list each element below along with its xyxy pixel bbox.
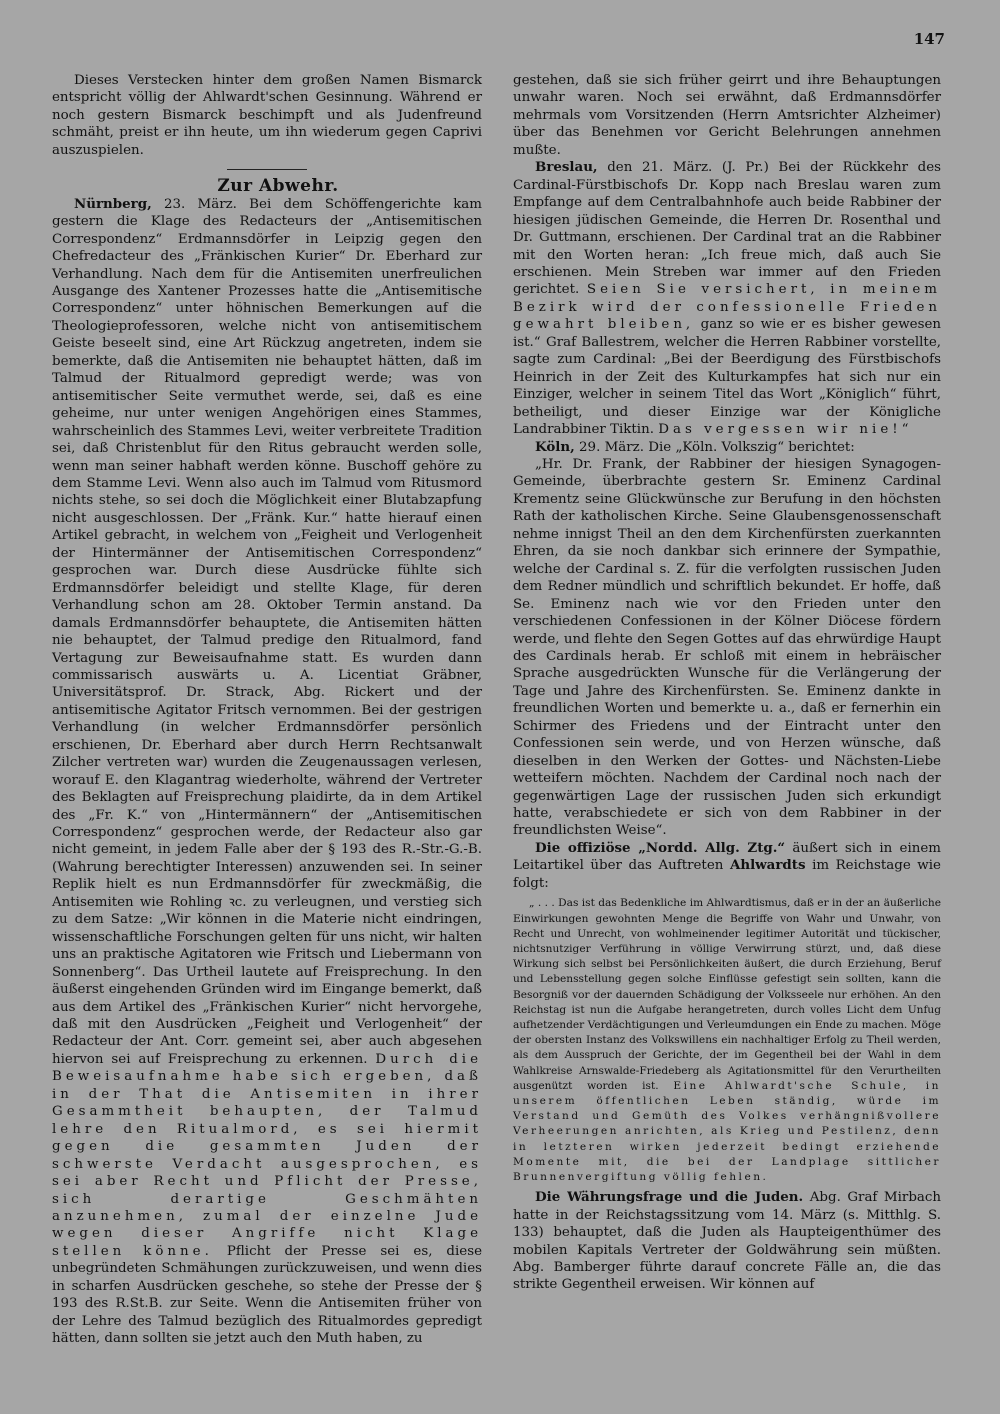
place-name: Breslau, (535, 159, 598, 176)
breslau-article (513, 159, 941, 438)
quote-block (513, 896, 941, 1185)
article-text: 23. März. Bei dem Schöffengerichte kam gestern die Klage des Redacteurs der „Antisemitischen Correspondenz“ Erdmannsdörfer in Leipzig gegen den Chefredacteur des „Fränkischen Kurier“ Dr. Eberhard zur Verhandlung. Nach dem für die Antisemiten unerfreulichen Ausgange des Xantener Prozesses hatte die „Antisemitische Correspondenz“ unter höhnischen Bemerkungen auf die Theologieprofessoren, welche nicht von antisemitischem Geiste beseelt sind, eine Art Rückzug angetreten, indem sie bemerkte, daß die Antisemiten nie behauptet hätten, daß im Talmud der Ritualmord gepredigt werde; was von antisemitischer Seite vermuthet werde, sei, daß es eine geheime, nur unter wenigen Angehörigen eines Stammes, wahrscheinlich des Stammes Levi, weiter verbreitete Tradition sei, daß Christenblut für den Ritus gebraucht werden solle, wenn man seiner habhaft werden könne. Buschoff gehöre zu dem Stamme Levi. Wenn also auch im Talmud vom Ritusmord nichts stehe, so sei doch die Möglichkeit einer Blutabzapfung nicht ausgeschlossen. Der „Fränk. Kur.“ hatte hierauf einen Artikel gebracht, in welchem von „Feigheit und Verlogenheit der Hintermänner der Antisemitischen Correspondenz“ gesprochen war. Durch diese Ausdrücke fühlte sich Erdmannsdörfer beleidigt und stellte Klage, für deren Verhandlung schon am 28. Oktober Termin anstand. Da damals Erdmannsdörfer behauptete, die Antisemiten hätten nie behauptet, der Talmud predige den Ritualmord, fand Vertagung zur Beweisaufnahme statt. Es wurden dann commissarisch auswärts u. A. Licentiat Gräbner, Universitätsprof. Dr. Strack, Abg. Rickert und der antisemitische Agitator Fritsch vernommen. Bei der gestrigen Verhandlung (in welcher Erdmannsdörfer persönlich erschienen, Dr. Eberhard aber durch Herrn Rechtsanwalt Zilcher vertreten war) wurden die Zeugenaussagen verlesen, worauf E. den Klagantrag wiederholte, während der Vertreter des Beklagten auf Freisprechung plaidirte, da in dem Artikel des „Fr. K.“ von „Hintermännern“ der „Antisemitischen Correspondenz“ gesprochen werde, der Redacteur also gar nicht gemeint, in jedem Falle aber der § 193 des R.-Str.-G.-B. (Wahrung berechtigter Interessen) anzuwenden sei. In seiner Replik hielt es nun Erdmannsdörfer für zweckmäßig, die Antisemiten wie Rohling ꝛc. zu verleugnen, und verstieg sich zu dem Satze: „Wir können in die Materie nicht eindringen, wissenschaftliche Forschungen gelten für uns nicht, wir halten uns an praktische Agitatoren wie Fritsch und Liebermann von Sonnenberg“. Das Urtheil lautete auf Freisprechung. In den äußerst eingehenden Gründen wird im Eingange bemerkt, daß aus dem Artikel des „Fränkischen Kurier“ nicht hervorgehe, daß mit den Ausdrücken „Feigheit und Verlogenheit“ der Redacteur der Ant. Corr. gemeint sei, aber auch abgesehen hiervon sei auf Freisprechung zu erkennen. (52, 196, 482, 1067)
article-text: im Reichstage wie folgt: (513, 858, 941, 891)
article-text: Abg. Graf Mirbach hatte in der Reichstagssitzung vom 14. März (s. Mitthlg. S. 133) behauptet, daß die Juden als Haupteigenthümer des mobilen Kapitals Vertreter der Goldwährung sein müßten. Abg. Bamberger führte darauf concrete Fälle an, die das strikte Gegentheil erweisen. Wir können auf (513, 1190, 941, 1293)
left-column (52, 72, 482, 1348)
article-text: ganz so wie er es bisher gewesen ist.“ Graf Ballestrem, welcher die Herren Rabbiner vorstellte, sagte zum Cardinal: „Bei der Beerdigung des Fürstbischofs Heinrich in der Zeit des Kulturkampfes hat sich nur ein Einziger, welcher in seinem Titel das Wort „Königlich“ führt, betheiligt, und dieser Einzige war der Königliche Landrabbiner Tiktin. (513, 317, 942, 438)
person-name: Ahlwardts (729, 857, 806, 874)
section-heading: Zur Abwehr. (217, 176, 339, 197)
continued-paragraph: gestehen, daß sie sich früher geirrt und ihre Behauptungen unwahr waren. Noch sei erwähnt, daß Erdmannsdörfer mehrmals vom Vorsitzenden (Herrn Amtsrichter Alzheimer) über das Benehmen vor Gericht Belehrungen annehmen mußte. (513, 73, 941, 158)
quote-text (513, 896, 941, 1185)
quote-body: „ . . . Das ist das Bedenkliche im Ahlwardtismus, daß er in der an äußerliche Einwirkungen gewohnten Menge die Begriffe von Wahr und Unwahr, von Recht und Unrecht, von wohlmeinender legitimer Autorität und tückischer, nichtsnutziger Verführung in völlige Verwirrung stürzt, und, daß diese Wirkung sich selbst bei Persönlichkeiten äußert, die durch Erziehung, Beruf und Lebensstellung gegen solche Einflüsse gefestigt sein sollten, kann die Besorgniß vor der dauernden Schädigung der Volksseele nur erhöhen. An den Reichstag ist nun die Aufgabe herangetreten, durch volles Licht dem Unfug aufhetzender Verdächtigungen und Verleumdungen ein Ende zu machen. Möge der obersten Instanz des Volkswillens ein nachhaltiger Erfolg zu Theil werden, als dem Ausspruch der Gerichte, der im Gegentheil bei der Wahl in dem Wahlkreise Arnswalde-Friedeberg als Agitationsmittel für den Verurtheilten ausgenützt worden ist. (513, 897, 941, 1092)
page-number: 147 (913, 30, 945, 48)
waehrung-article (513, 1189, 941, 1294)
article-text: 29. März. Die „Köln. Volkszig“ berichtet: (579, 439, 855, 455)
koeln-article (513, 439, 941, 456)
article-title: Die Währungsfrage und die Juden. (535, 1189, 804, 1206)
article-title: Die offiziöse „Nordd. Allg. Ztg.“ (535, 839, 786, 856)
right-column (513, 72, 941, 1294)
place-name: Nürnberg, (74, 195, 152, 212)
spaced-text: Das vergessen wir nie!“ (658, 422, 913, 438)
article-text: Pflicht der Presse sei es, diese unbegründeten Schmähungen zurückzuweisen, und wenn dies in scharfen Ausdrücken geschehe, so stehe der Presse der § 193 des R.St.B. zur Seite. Wenn die Antisemiten früher von der Lehre des Talmud bezüglich des Ritualmordes gepredigt hätten, dann sollten sie jetzt auch den Muth haben, zu (52, 1243, 483, 1347)
koeln-quote: „Hr. Dr. Frank, der Rabbiner der hiesigen Synagogen-Gemeinde, überbrachte gestern Sr. Eminenz Cardinal Krementz seine Glückwünsche zur Berufung in den höchsten Rath der katholischen Kirche. Seine Glaubensgenossenschaft nehme innigst Theil an den dem Kirchenfürsten zuerkannten Ehren, da sie noch dankbar sich erinnere der Sympathie, welche der Cardinal s. Z. für die verfolgten russischen Juden dem Redner mündlich und schriftlich bekundet. Er hoffe, daß Se. Eminenz nach wie vor den Frieden unter den verschiedenen Confessionen in der Kölner Diöcese fördern werde, und flehte den Segen Gottes auf das ehrwürdige Haupt des Cardinals herab. Er schloß mit einem in hebräischer Sprache ausgedrückten Wunsche für die Verlängerung der Tage und Jahre des Kirchenfürsten. Se. Eminenz dankte in freundlichen Worten und bemerkte u. a., daß er fernerhin ein Schirmer des Friedens und der Eintracht unter den Confessionen sein werde, und von Herzen wünsche, daß dieselben in den Werken der Gottes- und Nächsten-Liebe wetteifern möchten. Nachdem der Cardinal noch nach der gegenwärtigen Lage der russischen Juden sich erkundigt hatte, verabschiedete er sich von dem Rabbiner in der freundlichsten Weise“. (513, 456, 941, 839)
intro-paragraph: Dieses Verstecken hinter dem großen Namen Bismarck entspricht völlig der Ahlwardt'schen Gesinnung. Während er noch gestern Bismarck beschimpft und als Judenfreund schmäht, preist er ihn heute, um ihn wiederum gegen Caprivi auszuspielen. (52, 73, 482, 158)
article-text: den 21. März. (J. Pr.) Bei der Rückkehr des Cardinal-Fürstbischofs Dr. Kopp nach Breslau waren zum Empfange auf dem Centralbahnhofe auch beide Rabbiner der hiesigen jüdischen Gemeinde, die Herren Dr. Rosenthal und Dr. Guttmann, erschienen. Der Cardinal trat an die Rabbiner mit den Worten heran: „Ich freue mich, daß auch Sie erschienen. Mein Streben war immer auf den Frieden gerichtet. (513, 160, 941, 298)
spaced-text: Durch die Beweisaufnahme habe sich ergeben, daß in der That die Antisemiten in ihrer Gesammtheit behaupten, der Talmud lehre den Ritualmord, es sei hiermit gegen die gesammten Juden der schwerste Verdacht ausgesprochen, es sei aber Recht und Pflicht der Presse, sich derartige Geschmähten anzunehmen, zumal der einzelne Jude wegen dieser Angriffe nicht Klage stellen könne. (52, 1051, 482, 1259)
nordd-article (513, 840, 941, 892)
spaced-text: Eine Ahlwardt'sche Schule, in unserem öffentlichen Leben ständig, würde im Verstand und Gemüth des Volkes verhängnißvollere Verheerungen anrichten, als Krieg und Pestilenz, denn in letzteren wirken jederzeit bedingt erziehende Momente mit, die bei der Landplage sittlicher Brunnenvergiftung völlig fehlen. (513, 1079, 941, 1183)
nuernberg-article (52, 196, 482, 1348)
place-name: Köln, (535, 438, 575, 455)
section-divider (227, 169, 307, 170)
spaced-text: Seien Sie versichert, in meinem Bezirk wird der confessionelle Frieden gewahrt bleiben, (513, 282, 941, 333)
article-text: äußert sich in einem Leitartikel über das Auftreten (513, 840, 941, 874)
